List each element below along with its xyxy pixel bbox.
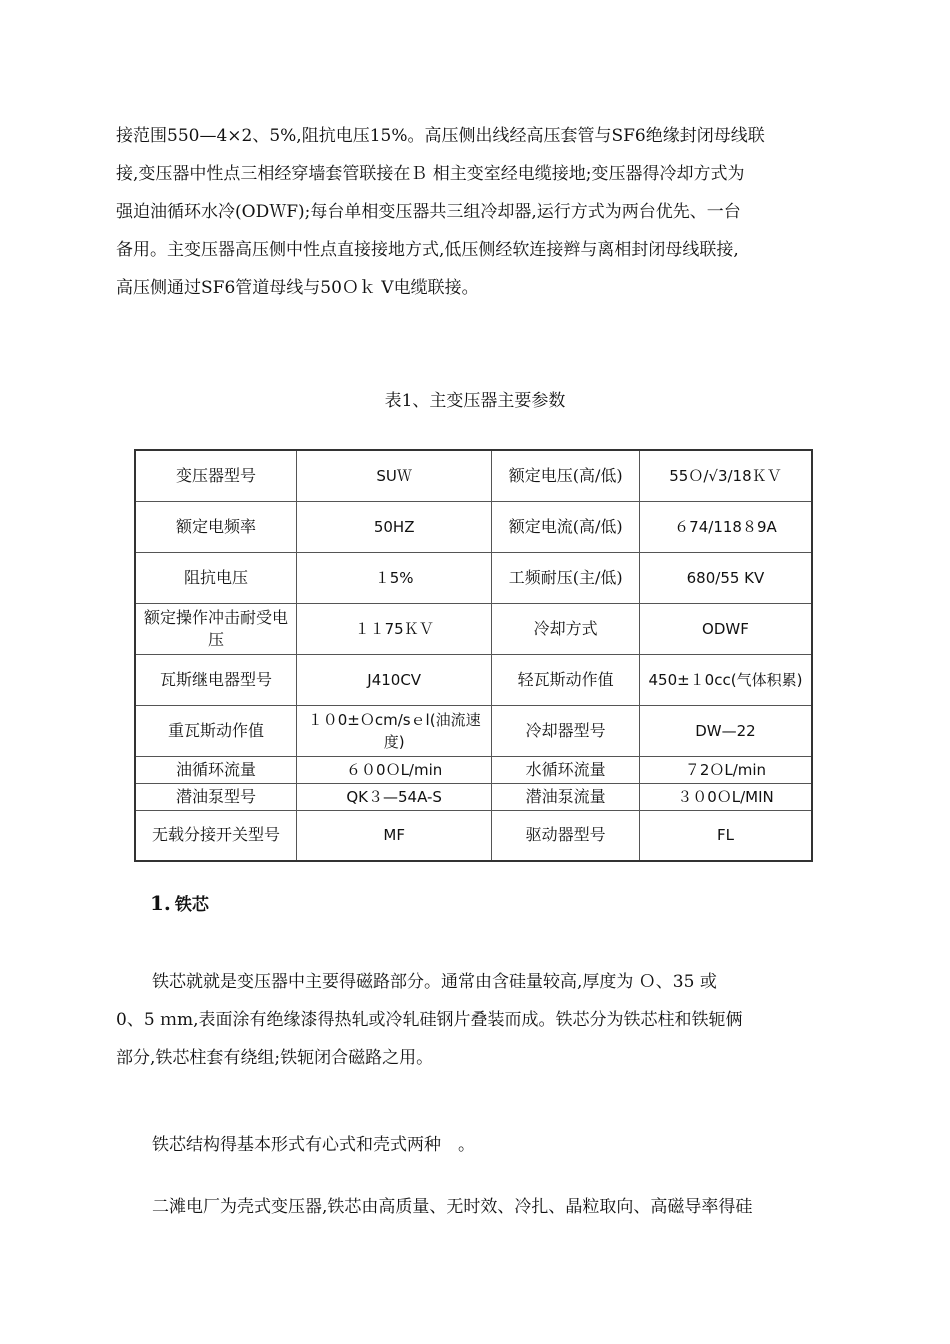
param-label: 水循环流量 (492, 756, 640, 783)
param-label: 瓦斯继电器型号 (135, 654, 296, 705)
param-value: ODWF (639, 603, 812, 654)
body-paragraph: 二滩电厂为壳式变压器,铁芯由高质量、无时效、冷扎、晶粒取向、高磁导率得硅 (152, 1197, 753, 1217)
param-label: 额定电频率 (135, 501, 296, 552)
param-value: SUＷ (296, 450, 491, 501)
param-value: 55Ｏ/√3/18ＫＶ (639, 450, 812, 501)
intro-line: 接,变压器中性点三相经穿墙套管联接在Ｂ 相主变室经电缆接地;变压器得冷却方式为 (116, 164, 745, 184)
param-value: ６０0ＯL/min (296, 756, 491, 783)
paragraph-line: 铁芯就就是变压器中主要得磁路部分。通常由含硅量较高,厚度为 Ｏ、35 或 (152, 972, 717, 992)
param-label: 额定电流(高/低) (492, 501, 640, 552)
param-value: ６74/118８9A (639, 501, 812, 552)
table-row (135, 783, 812, 810)
param-label: 油循环流量 (135, 756, 296, 783)
body-paragraph (116, 963, 832, 1077)
intro-paragraph (116, 117, 832, 307)
param-value: 50HZ (296, 501, 491, 552)
table-row (135, 756, 812, 783)
param-value: MF (296, 810, 491, 861)
param-label: 冷却器型号 (492, 705, 640, 756)
paragraph-line: 部分,铁芯柱套有绕组;铁轭闭合磁路之用。 (116, 1048, 434, 1068)
param-value: QK３—54A-S (296, 783, 491, 810)
param-value: １5% (296, 552, 491, 603)
param-value: １０0±Ｏcm/sｅl(油流速度) (296, 705, 491, 756)
param-label: 冷却方式 (492, 603, 640, 654)
param-label: 驱动器型号 (492, 810, 640, 861)
section-number: 1. (150, 891, 171, 915)
table-row (135, 450, 812, 501)
intro-line: 高压侧通过SF6管道母线与50Ｏｋ V电缆联接。 (116, 278, 479, 298)
table-row (135, 603, 812, 654)
paragraph-line: 0、5 ｍm,表面涂有绝缘漆得热轧或冷轧硅钢片叠装而成。铁芯分为铁芯柱和铁轭俩 (116, 1010, 743, 1030)
section-heading (150, 890, 209, 915)
table-row (135, 552, 812, 603)
param-label: 变压器型号 (135, 450, 296, 501)
param-label: 重瓦斯动作值 (135, 705, 296, 756)
table-row (135, 705, 812, 756)
section-title: 铁芯 (174, 895, 209, 915)
param-value: ７2ＯL/min (639, 756, 812, 783)
param-value: 680/55 KV (639, 552, 812, 603)
intro-line: 接范围550—4×2、5%,阻抗电压15%。高压侧出线经高压套管与SF6绝缘封闭母线联 (116, 126, 765, 146)
param-value: ３０0ＯL/MIN (639, 783, 812, 810)
intro-line: 备用。主变压器高压侧中性点直接接地方式,低压侧经软连接辫与离相封闭母线联接, (116, 240, 739, 260)
param-value: 450±１0cc(气体积累) (639, 654, 812, 705)
table-row (135, 654, 812, 705)
table-row (135, 810, 812, 861)
param-value: J410CV (296, 654, 491, 705)
table-row (135, 501, 812, 552)
param-label: 无载分接开关型号 (135, 810, 296, 861)
parameters-table (134, 449, 813, 862)
param-label: 阻抗电压 (135, 552, 296, 603)
param-value: DW—22 (639, 705, 812, 756)
param-value: １１75ＫＶ (296, 603, 491, 654)
table-caption: 表1、主变压器主要参数 (384, 391, 566, 411)
param-label: 额定电压(高/低) (492, 450, 640, 501)
param-label: 工频耐压(主/低) (492, 552, 640, 603)
param-label: 潜油泵型号 (135, 783, 296, 810)
param-label: 额定操作冲击耐受电压 (135, 603, 296, 654)
param-value: FL (639, 810, 812, 861)
param-label: 轻瓦斯动作值 (492, 654, 640, 705)
param-label: 潜油泵流量 (492, 783, 640, 810)
intro-line: 强迫油循环水冷(ODＷF);每台单相变压器共三组冷却器,运行方式为两台优先、一台 (116, 202, 741, 222)
body-paragraph: 铁芯结构得基本形式有心式和壳式两种 。 (152, 1135, 475, 1155)
